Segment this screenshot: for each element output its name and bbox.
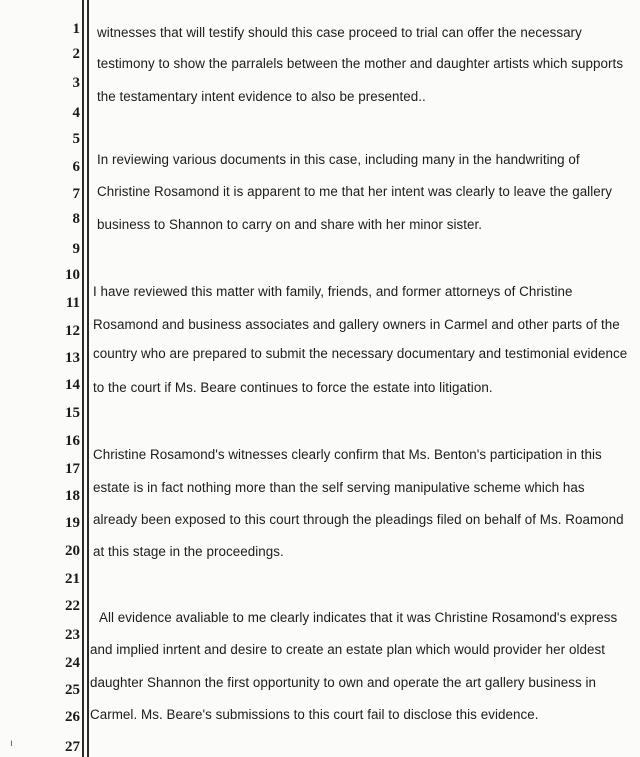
text-line: already been exposed to this court through the pleadings filed on behalf of Ms. Roamond [93, 512, 624, 527]
line-number: 3 [72, 75, 80, 91]
margin-rule-left [82, 0, 84, 757]
line-number: 10 [65, 267, 80, 283]
line-number: 2 [72, 46, 80, 62]
text-line: the testamentary intent evidence to also be presented.. [97, 89, 426, 104]
line-number: 12 [65, 323, 80, 339]
text-line: daughter Shannon the first opportunity to own and operate the art gallery business in [90, 675, 596, 690]
text-line: Carmel. Ms. Beare's submissions to this court fail to disclose this evidence. [90, 707, 539, 722]
line-number: 19 [65, 515, 80, 531]
text-line: testimony to show the parralels between the mother and daughter artists which supports [97, 56, 624, 71]
line-number: 24 [65, 655, 80, 671]
line-number: 23 [65, 627, 80, 643]
text-line: Christine Rosamond's witnesses clearly confirm that Ms. Benton's participation in this [93, 447, 602, 462]
line-number: 16 [65, 433, 80, 449]
margin-rule-right [87, 0, 89, 757]
text-line: estate is in fact nothing more than the self serving manipulative scheme which has [93, 480, 585, 495]
line-number: 4 [72, 105, 80, 121]
line-number: 26 [65, 709, 80, 725]
line-number: 9 [72, 241, 80, 257]
line-number: 21 [65, 571, 80, 587]
line-number: 6 [72, 159, 80, 175]
line-number: 22 [65, 598, 80, 614]
scan-speck: ı [10, 738, 13, 749]
text-line: Rosamond and business associates and gallery owners in Carmel and other parts of the [93, 317, 620, 332]
line-number: 1 [72, 21, 80, 37]
line-number: 7 [72, 186, 80, 202]
line-number: 11 [65, 295, 80, 311]
text-line: country who are prepared to submit the necessary documentary and testimonial evidence [93, 346, 628, 361]
text-line: In reviewing various documents in this case, including many in the handwriting of [97, 152, 580, 167]
line-number: 15 [65, 405, 80, 421]
text-line: Christine Rosamond it is apparent to me that her intent was clearly to leave the gallery [97, 184, 612, 199]
line-number: 25 [65, 682, 80, 698]
line-number: 27 [65, 739, 80, 755]
text-line: and implied inrtent and desire to create an estate plan which would provider her oldest [90, 642, 605, 657]
line-number: 13 [65, 350, 80, 366]
line-number: 17 [65, 461, 80, 477]
text-line: business to Shannon to carry on and share with her minor sister. [97, 217, 483, 232]
line-number: 5 [72, 131, 80, 147]
text-line: at this stage in the proceedings. [93, 544, 284, 559]
text-line: to the court if Ms. Beare continues to force the estate into litigation. [93, 380, 493, 395]
line-number: 14 [65, 377, 80, 393]
line-number: 8 [72, 211, 80, 227]
line-number: 20 [65, 543, 80, 559]
text-line: All evidence avaliable to me clearly indicates that it was Christine Rosamond's express [99, 610, 618, 625]
text-line: I have reviewed this matter with family, friends, and former attorneys of Christine [93, 284, 573, 299]
line-number: 18 [65, 488, 80, 504]
text-line: witnesses that will testify should this case proceed to trial can offer the necessary [97, 25, 582, 40]
